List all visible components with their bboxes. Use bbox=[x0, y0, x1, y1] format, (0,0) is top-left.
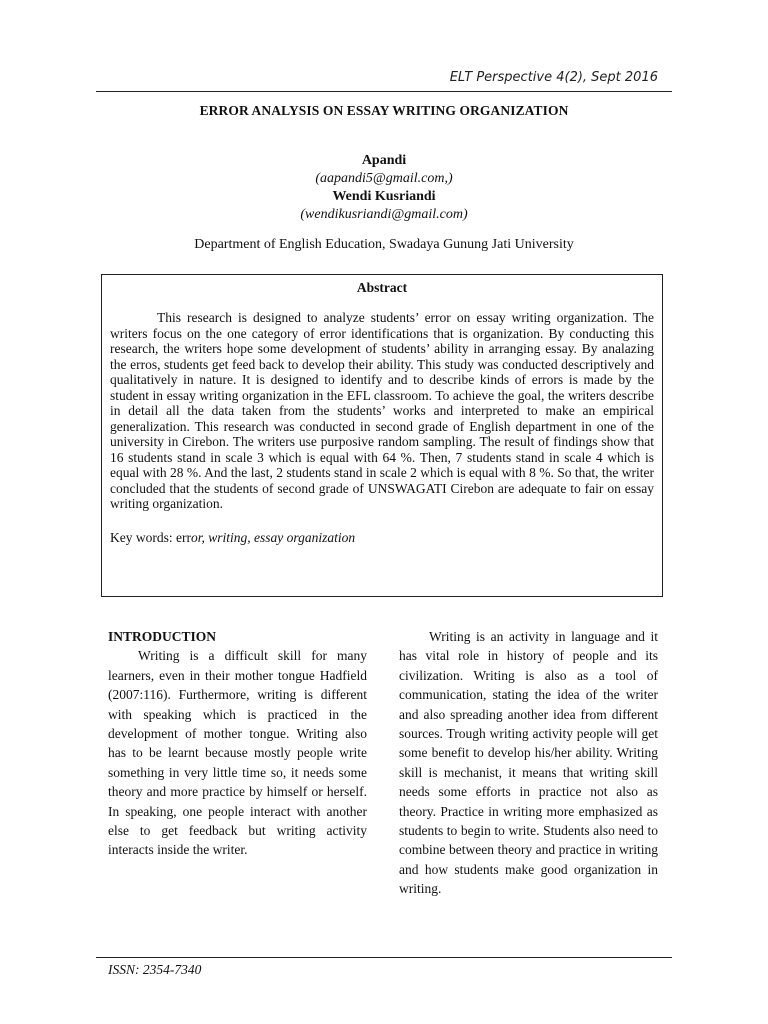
author-block bbox=[96, 152, 672, 224]
keywords-prefix: Key words: err bbox=[110, 529, 191, 545]
header-divider bbox=[96, 91, 672, 92]
body-paragraph-2: Writing is an activity in language and it has vital role in history of people and its civilization. Writing is also as a tool of communication, stating the idea of the writer and also spreading another idea from different sources. Trough writing activity people will get some benefit to develop his/her ability. Writing skill is mechanist, it means that writing skill needs some efforts in practice not also as theory. Practice in writing more emphasized as students to begin to write. Students also need to combine between theory and practice in writing and how students make good organization in writing. bbox=[399, 629, 658, 897]
right-column bbox=[399, 627, 658, 899]
keywords-list: or, writing, essay organization bbox=[190, 529, 356, 545]
author-1-email: (aapandi5@gmail.com,) bbox=[315, 171, 453, 186]
author-2-email: (wendikusriandi@gmail.com) bbox=[300, 207, 468, 222]
footer-issn: ISSN: 2354-7340 bbox=[108, 962, 202, 977]
abstract-box bbox=[101, 274, 663, 597]
left-column bbox=[108, 627, 367, 860]
affiliation: Department of English Education, Swadaya Gunung Jati University bbox=[194, 237, 574, 252]
body-paragraph-1: Writing is a difficult skill for many learners, even in their mother tongue Hadfield (2007:116). Furthermore, writing is different with speaking which is practiced in the development of mother tongue. Writing also has to be learnt because mostly people write something in very little time so, it needs some theory and more practice by himself or herself. In speaking, one people interact with another else to get feedback but writing activity interacts inside the writer. bbox=[108, 648, 367, 858]
journal-header: ELT Perspective 4(2), Sept 2016 bbox=[449, 70, 658, 85]
keywords bbox=[110, 530, 654, 546]
abstract-heading: Abstract bbox=[356, 280, 408, 295]
article-title: ERROR ANALYSIS ON ESSAY WRITING ORGANIZATION bbox=[199, 103, 569, 118]
footer-divider bbox=[96, 957, 672, 958]
abstract-text: This research is designed to analyze students’ error on essay writing organization. The writers focus on the one category of error identifications that is organization. By conducting this research, the writers hope some development of students’ ability in arranging essay. By analazing the erros, students get feed back to develop their ability. This study was conducted descriptively and qualitatively in nature. It is designed to identify and to describe kinds of errors is made by the student in essay writing organization in the EFL classroom. To achieve the goal, the writers describe in detail all the data taken from the students’ works and interpreted to make an empirical generalization. This research was conducted in second grade of English department in one of the university in Cirebon. The writers use purposive random sampling. The result of findings show that 16 students stand in scale 3 which is equal with 64 %. Then, 7 students stand in scale 4 which is equal with 28 %. And the last, 2 students stand in scale 2 which is equal with 8 %. So that, the writer concluded that the students of second grade of UNSWAGATI Cirebon are adequate to fair on essay writing organization. bbox=[110, 310, 654, 511]
author-2-name: Wendi Kusriandi bbox=[332, 189, 436, 204]
section-heading-introduction: INTRODUCTION bbox=[108, 629, 217, 644]
author-1-name: Apandi bbox=[361, 153, 407, 168]
